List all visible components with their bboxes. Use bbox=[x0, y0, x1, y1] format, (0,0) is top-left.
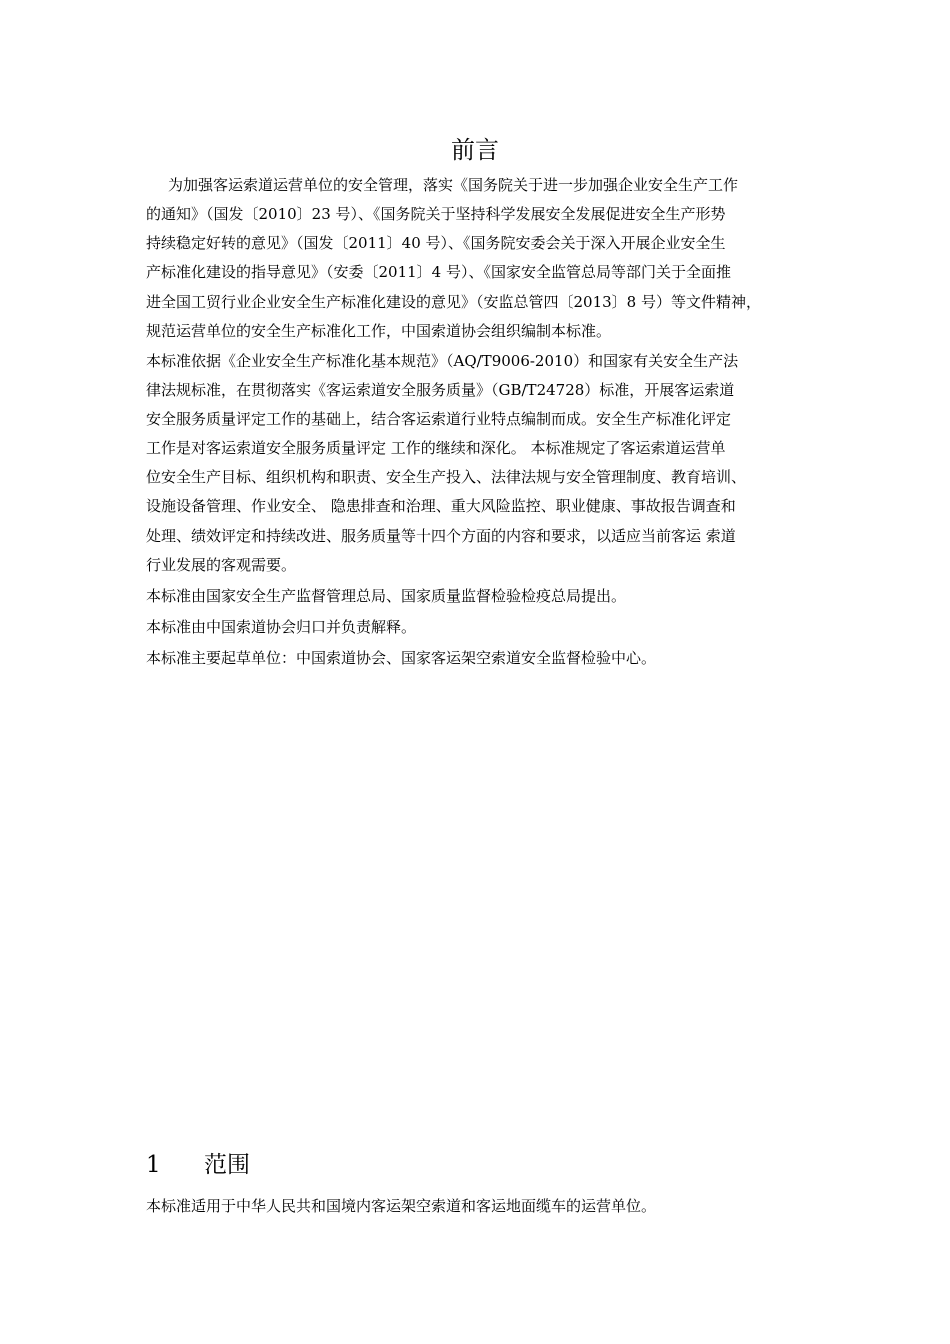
foreword-line: 规范运营单位的安全生产标准化工作，中国索道协会组织编制本标准。 bbox=[146, 322, 612, 340]
foreword-line: 工作是对客运索道安全服务质量评定 工作的继续和深化。 本标准规定了客运索道运营单 bbox=[146, 439, 726, 457]
section-body-text: 本标准适用于中华人民共和国境内客运架空索道和客运地面缆车的运营单位。 bbox=[146, 1197, 657, 1215]
foreword-line: 本标准依据《企业安全生产标准化基本规范》（AQ/T9006-2010）和国家有关安全生产法 bbox=[146, 352, 739, 370]
foreword-line: 处理、绩效评定和持续改进、服务质量等十四个方面的内容和要求，以适应当前客运 索道 bbox=[146, 527, 736, 545]
section-title: 范围 bbox=[204, 1152, 250, 1178]
foreword-line: 进全国工贸行业企业安全生产标准化建设的意见》（安监总管四〔2013〕8 号）等文件精神， bbox=[146, 293, 761, 311]
section-heading bbox=[146, 1150, 250, 1180]
foreword-line: 设施设备管理、作业安全、 隐患排查和治理、重大风险监控、职业健康、事故报告调查和 bbox=[146, 497, 736, 515]
foreword-line: 位安全生产目标、组织机构和职责、安全生产投入、法律法规与安全管理制度、教育培训、 bbox=[146, 468, 747, 486]
foreword-title: 前言 bbox=[451, 136, 499, 164]
foreword-line: 律法规标准，在贯彻落实《客运索道安全服务质量》（GB/T24728）标准，开展客运索道 bbox=[146, 381, 735, 399]
foreword-line: 行业发展的客观需要。 bbox=[146, 556, 297, 574]
foreword-line: 安全服务质量评定工作的基础上，结合客运索道行业特点编制而成。安全生产标准化评定 bbox=[146, 410, 732, 428]
foreword-line: 的通知》（国发〔2010〕23 号）、《国务院关于坚持科学发展安全发展促进安全生产形势 bbox=[146, 205, 726, 223]
section-number: 1 bbox=[146, 1152, 161, 1178]
foreword-line: 产标准化建设的指导意见》（安委〔2011〕4 号）、《国家安全监管总局等部门关于全面推 bbox=[146, 263, 731, 281]
foreword-line: 持续稳定好转的意见》（国发〔2011〕40 号）、《国务院安委会关于深入开展企业安全生 bbox=[146, 234, 726, 252]
foreword-line: 本标准主要起草单位：中国索道协会、国家客运架空索道安全监督检验中心。 bbox=[146, 649, 657, 667]
foreword-line: 本标准由中国索道协会归口并负责解释。 bbox=[146, 618, 417, 636]
foreword-line: 本标准由国家安全生产监督管理总局、国家质量监督检验检疫总局提出。 bbox=[146, 587, 627, 605]
foreword-line: 为加强客运索道运营单位的安全管理，落实《国务院关于进一步加强企业安全生产工作 bbox=[168, 176, 739, 194]
